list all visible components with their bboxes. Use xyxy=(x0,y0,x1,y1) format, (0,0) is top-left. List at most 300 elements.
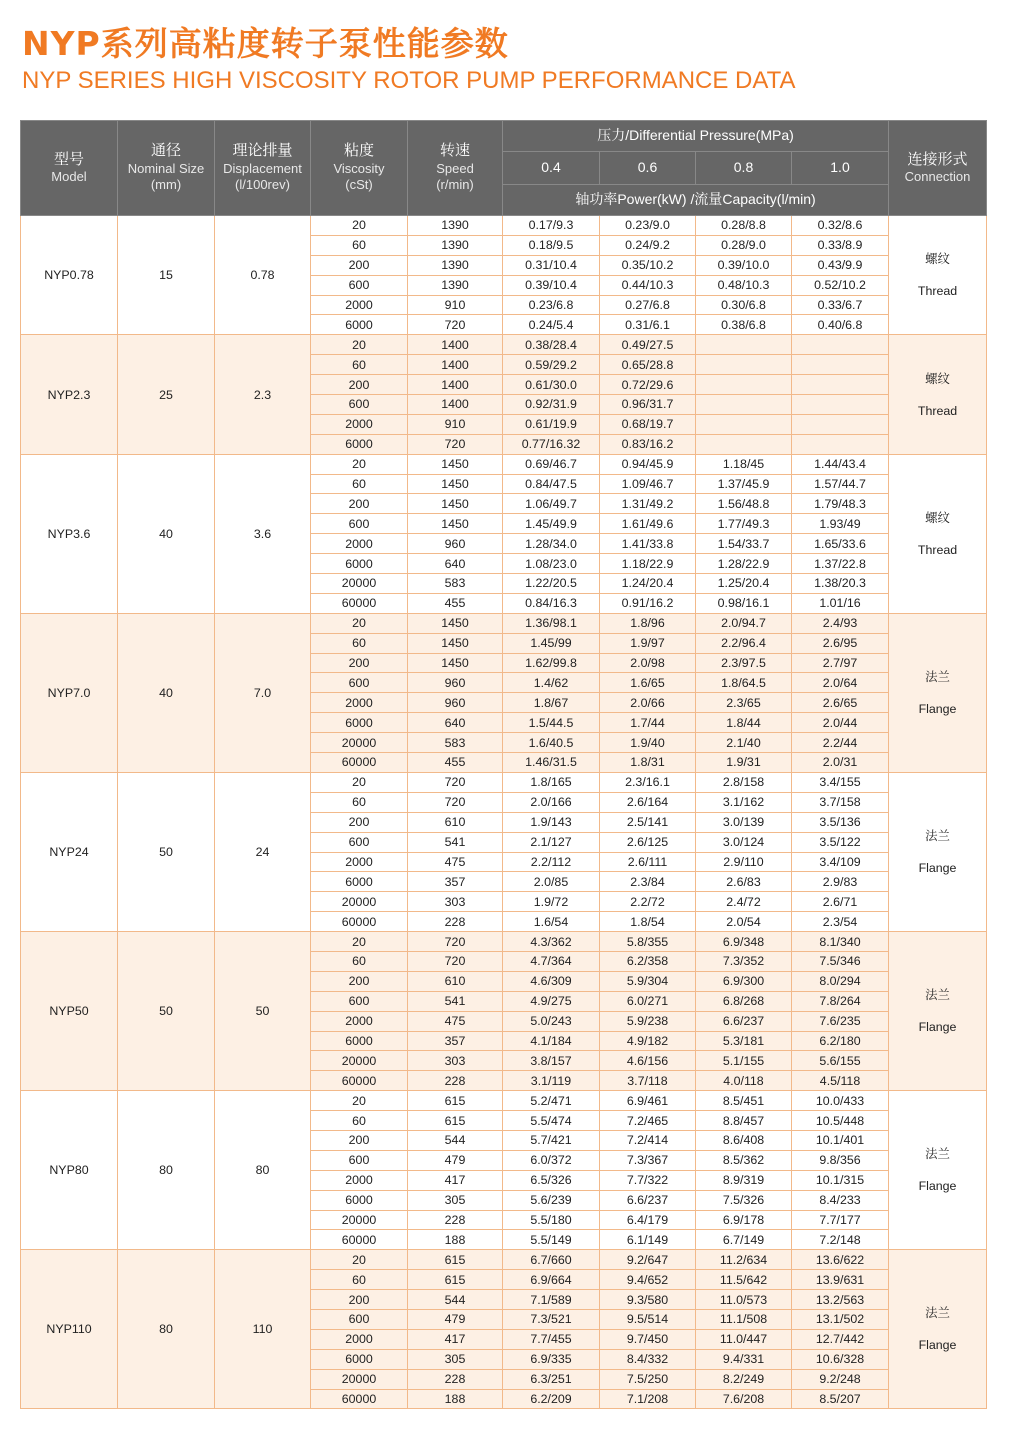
power-capacity-cell: 6.7/660 xyxy=(503,1250,600,1270)
nominal-size-cell: 80 xyxy=(118,1250,215,1409)
connection-cell xyxy=(889,772,987,931)
power-capacity-cell: 1.4/62 xyxy=(503,673,600,693)
power-capacity-cell: 3.4/155 xyxy=(792,772,889,792)
power-capacity-cell: 6.9/178 xyxy=(696,1210,792,1230)
power-capacity-cell: 2.0/94.7 xyxy=(696,613,792,633)
power-capacity-cell xyxy=(696,395,792,415)
connection-cell xyxy=(889,454,987,613)
speed-cell: 640 xyxy=(408,554,503,574)
power-capacity-cell: 1.28/22.9 xyxy=(696,554,792,574)
speed-cell: 455 xyxy=(408,753,503,773)
power-capacity-cell: 7.5/346 xyxy=(792,951,889,971)
speed-cell: 1390 xyxy=(408,255,503,275)
speed-cell: 303 xyxy=(408,1051,503,1071)
power-capacity-cell: 3.1/119 xyxy=(503,1071,600,1091)
power-capacity-cell: 2.0/85 xyxy=(503,872,600,892)
nominal-size-cell: 50 xyxy=(118,932,215,1091)
table-row xyxy=(21,932,987,952)
viscosity-cell: 600 xyxy=(311,395,408,415)
viscosity-cell: 600 xyxy=(311,1150,408,1170)
viscosity-cell: 200 xyxy=(311,375,408,395)
power-capacity-cell: 1.9/72 xyxy=(503,892,600,912)
power-capacity-cell: 1.44/43.4 xyxy=(792,454,889,474)
power-capacity-cell xyxy=(792,414,889,434)
power-capacity-cell: 5.9/238 xyxy=(600,1011,696,1031)
power-capacity-cell: 4.9/182 xyxy=(600,1031,696,1051)
power-capacity-cell: 0.39/10.0 xyxy=(696,255,792,275)
power-capacity-cell xyxy=(696,335,792,355)
power-capacity-cell: 2.2/44 xyxy=(792,733,889,753)
power-capacity-cell xyxy=(792,434,889,454)
power-capacity-cell: 0.30/6.8 xyxy=(696,295,792,315)
power-capacity-cell: 1.9/40 xyxy=(600,733,696,753)
power-capacity-cell: 0.18/9.5 xyxy=(503,235,600,255)
power-capacity-cell: 7.1/208 xyxy=(600,1389,696,1409)
power-capacity-cell: 1.31/49.2 xyxy=(600,494,696,514)
power-capacity-cell: 5.5/474 xyxy=(503,1111,600,1131)
power-capacity-cell: 3.0/124 xyxy=(696,832,792,852)
power-capacity-cell: 2.0/166 xyxy=(503,792,600,812)
speed-cell: 479 xyxy=(408,1150,503,1170)
speed-cell: 615 xyxy=(408,1270,503,1290)
viscosity-cell: 200 xyxy=(311,812,408,832)
speed-cell: 1390 xyxy=(408,216,503,236)
speed-cell: 1450 xyxy=(408,633,503,653)
connection-cn: 螺纹 xyxy=(925,371,950,386)
viscosity-cell: 6000 xyxy=(311,872,408,892)
speed-cell: 720 xyxy=(408,932,503,952)
power-capacity-cell: 3.1/162 xyxy=(696,792,792,812)
power-capacity-cell: 2.0/54 xyxy=(696,912,792,932)
power-capacity-cell: 1.8/54 xyxy=(600,912,696,932)
viscosity-cell: 20000 xyxy=(311,892,408,912)
speed-cell: 610 xyxy=(408,812,503,832)
model-cell: NYP80 xyxy=(21,1091,118,1250)
power-capacity-cell: 10.1/401 xyxy=(792,1130,889,1150)
power-capacity-cell: 5.5/180 xyxy=(503,1210,600,1230)
connection-cell xyxy=(889,335,987,454)
power-capacity-cell: 1.25/20.4 xyxy=(696,574,792,594)
connection-cn: 法兰 xyxy=(925,829,950,843)
speed-cell: 615 xyxy=(408,1091,503,1111)
speed-cell: 720 xyxy=(408,951,503,971)
power-capacity-cell: 2.6/71 xyxy=(792,892,889,912)
viscosity-cell: 20 xyxy=(311,216,408,236)
power-capacity-cell: 6.9/335 xyxy=(503,1349,600,1369)
model-cell: NYP110 xyxy=(21,1250,118,1409)
power-capacity-cell: 11.2/634 xyxy=(696,1250,792,1270)
header-speed: 转速 Speed (r/min) xyxy=(408,121,503,216)
power-capacity-cell: 1.54/33.7 xyxy=(696,534,792,554)
power-capacity-cell: 2.6/164 xyxy=(600,792,696,812)
speed-cell: 475 xyxy=(408,1011,503,1031)
power-capacity-cell: 3.5/136 xyxy=(792,812,889,832)
power-capacity-cell: 1.46/31.5 xyxy=(503,753,600,773)
model-cell: NYP2.3 xyxy=(21,335,118,454)
power-capacity-cell: 7.2/414 xyxy=(600,1130,696,1150)
power-capacity-cell: 6.9/664 xyxy=(503,1270,600,1290)
power-capacity-cell: 7.3/367 xyxy=(600,1150,696,1170)
connection-cn: 法兰 xyxy=(925,669,950,684)
speed-cell: 615 xyxy=(408,1111,503,1131)
power-capacity-cell: 0.94/45.9 xyxy=(600,454,696,474)
power-capacity-cell: 2.4/72 xyxy=(696,892,792,912)
power-capacity-cell: 0.83/16.2 xyxy=(600,434,696,454)
power-capacity-cell: 1.62/99.8 xyxy=(503,653,600,673)
speed-cell: 544 xyxy=(408,1290,503,1310)
power-capacity-cell: 1.24/20.4 xyxy=(600,574,696,594)
speed-cell: 1400 xyxy=(408,395,503,415)
power-capacity-cell: 1.09/46.7 xyxy=(600,474,696,494)
power-capacity-cell: 8.5/362 xyxy=(696,1150,792,1170)
viscosity-cell: 20000 xyxy=(311,733,408,753)
power-capacity-cell: 6.6/237 xyxy=(600,1190,696,1210)
viscosity-cell: 20000 xyxy=(311,1369,408,1389)
power-capacity-cell: 4.6/309 xyxy=(503,971,600,991)
speed-cell: 455 xyxy=(408,593,503,613)
connection-en: Thread xyxy=(917,284,958,299)
power-capacity-cell: 6.9/300 xyxy=(696,971,792,991)
viscosity-cell: 2000 xyxy=(311,1011,408,1031)
power-capacity-cell: 5.0/243 xyxy=(503,1011,600,1031)
power-capacity-cell: 11.0/573 xyxy=(696,1290,792,1310)
performance-table xyxy=(20,120,987,1409)
speed-cell: 228 xyxy=(408,912,503,932)
displacement-cell: 110 xyxy=(215,1250,311,1409)
connection-en: Flange xyxy=(918,1020,957,1035)
speed-cell: 910 xyxy=(408,295,503,315)
power-capacity-cell: 1.9/143 xyxy=(503,812,600,832)
power-capacity-cell: 4.5/118 xyxy=(792,1071,889,1091)
power-capacity-cell: 6.3/251 xyxy=(503,1369,600,1389)
viscosity-cell: 60000 xyxy=(311,593,408,613)
power-capacity-cell: 9.3/580 xyxy=(600,1290,696,1310)
power-capacity-cell: 4.3/362 xyxy=(503,932,600,952)
power-capacity-cell: 0.24/9.2 xyxy=(600,235,696,255)
speed-cell: 1400 xyxy=(408,355,503,375)
connection-cell xyxy=(889,1250,987,1409)
power-capacity-cell: 1.08/23.0 xyxy=(503,554,600,574)
power-capacity-cell: 0.33/6.7 xyxy=(792,295,889,315)
power-capacity-cell: 0.28/9.0 xyxy=(696,235,792,255)
speed-cell: 720 xyxy=(408,315,503,335)
power-capacity-cell: 0.91/16.2 xyxy=(600,593,696,613)
power-capacity-cell: 2.6/125 xyxy=(600,832,696,852)
header-pressure-value: 0.8 xyxy=(696,152,792,185)
power-capacity-cell: 0.59/29.2 xyxy=(503,355,600,375)
power-capacity-cell: 2.4/93 xyxy=(792,613,889,633)
model-cell: NYP7.0 xyxy=(21,613,118,772)
power-capacity-cell xyxy=(696,414,792,434)
power-capacity-cell: 0.17/9.3 xyxy=(503,216,600,236)
power-capacity-cell: 1.79/48.3 xyxy=(792,494,889,514)
power-capacity-cell: 1.93/49 xyxy=(792,514,889,534)
power-capacity-cell: 4.1/184 xyxy=(503,1031,600,1051)
power-capacity-cell: 7.7/455 xyxy=(503,1329,600,1349)
viscosity-cell: 2000 xyxy=(311,295,408,315)
power-capacity-cell: 0.40/6.8 xyxy=(792,315,889,335)
speed-cell: 228 xyxy=(408,1210,503,1230)
power-capacity-cell: 6.9/461 xyxy=(600,1091,696,1111)
power-capacity-cell: 2.3/54 xyxy=(792,912,889,932)
connection-cn: 法兰 xyxy=(925,1306,950,1321)
power-capacity-cell: 8.8/457 xyxy=(696,1111,792,1131)
power-capacity-cell: 4.9/275 xyxy=(503,991,600,1011)
connection-en: Flange xyxy=(918,1179,957,1194)
power-capacity-cell: 10.1/315 xyxy=(792,1170,889,1190)
power-capacity-cell: 7.2/465 xyxy=(600,1111,696,1131)
power-capacity-cell xyxy=(792,395,889,415)
viscosity-cell: 2000 xyxy=(311,414,408,434)
power-capacity-cell: 5.6/239 xyxy=(503,1190,600,1210)
power-capacity-cell: 6.4/179 xyxy=(600,1210,696,1230)
viscosity-cell: 2000 xyxy=(311,1170,408,1190)
power-capacity-cell: 0.92/31.9 xyxy=(503,395,600,415)
power-capacity-cell: 0.32/8.6 xyxy=(792,216,889,236)
viscosity-cell: 60 xyxy=(311,355,408,375)
power-capacity-cell: 11.5/642 xyxy=(696,1270,792,1290)
power-capacity-cell: 2.3/16.1 xyxy=(600,772,696,792)
power-capacity-cell: 11.0/447 xyxy=(696,1329,792,1349)
power-capacity-cell: 0.39/10.4 xyxy=(503,275,600,295)
power-capacity-cell: 2.6/65 xyxy=(792,693,889,713)
power-capacity-cell: 9.4/652 xyxy=(600,1270,696,1290)
power-capacity-cell: 5.2/471 xyxy=(503,1091,600,1111)
power-capacity-cell: 7.3/521 xyxy=(503,1309,600,1329)
power-capacity-cell: 1.77/49.3 xyxy=(696,514,792,534)
header-model: 型号 Model xyxy=(21,121,118,216)
connection-en: Thread xyxy=(917,403,958,418)
speed-cell: 305 xyxy=(408,1190,503,1210)
model-cell: NYP50 xyxy=(21,932,118,1091)
speed-cell: 475 xyxy=(408,852,503,872)
connection-cn: 法兰 xyxy=(925,1147,950,1162)
power-capacity-cell: 2.8/158 xyxy=(696,772,792,792)
power-capacity-cell: 5.3/181 xyxy=(696,1031,792,1051)
power-capacity-cell: 5.1/155 xyxy=(696,1051,792,1071)
speed-cell: 615 xyxy=(408,1250,503,1270)
viscosity-cell: 6000 xyxy=(311,713,408,733)
power-capacity-cell xyxy=(792,335,889,355)
power-capacity-cell: 5.6/155 xyxy=(792,1051,889,1071)
power-capacity-cell: 8.9/319 xyxy=(696,1170,792,1190)
power-capacity-cell: 1.36/98.1 xyxy=(503,613,600,633)
speed-cell: 583 xyxy=(408,733,503,753)
power-capacity-cell: 2.3/65 xyxy=(696,693,792,713)
viscosity-cell: 600 xyxy=(311,673,408,693)
speed-cell: 541 xyxy=(408,832,503,852)
power-capacity-cell: 6.8/268 xyxy=(696,991,792,1011)
header-pressure-value: 1.0 xyxy=(792,152,889,185)
power-capacity-cell: 7.5/326 xyxy=(696,1190,792,1210)
table-row xyxy=(21,216,987,236)
speed-cell: 544 xyxy=(408,1130,503,1150)
viscosity-cell: 2000 xyxy=(311,693,408,713)
power-capacity-cell: 2.2/96.4 xyxy=(696,633,792,653)
viscosity-cell: 60000 xyxy=(311,1389,408,1409)
speed-cell: 1450 xyxy=(408,454,503,474)
viscosity-cell: 6000 xyxy=(311,315,408,335)
power-capacity-cell: 0.38/6.8 xyxy=(696,315,792,335)
power-capacity-cell: 0.84/47.5 xyxy=(503,474,600,494)
speed-cell: 720 xyxy=(408,772,503,792)
power-capacity-cell: 1.28/34.0 xyxy=(503,534,600,554)
power-capacity-cell: 1.65/33.6 xyxy=(792,534,889,554)
viscosity-cell: 60 xyxy=(311,792,408,812)
speed-cell: 583 xyxy=(408,574,503,594)
table-body xyxy=(21,216,987,1409)
power-capacity-cell: 1.06/49.7 xyxy=(503,494,600,514)
power-capacity-cell: 2.1/127 xyxy=(503,832,600,852)
power-capacity-cell: 1.41/33.8 xyxy=(600,534,696,554)
speed-cell: 479 xyxy=(408,1309,503,1329)
power-capacity-cell: 0.31/6.1 xyxy=(600,315,696,335)
power-capacity-cell: 1.37/45.9 xyxy=(696,474,792,494)
power-capacity-cell: 7.3/352 xyxy=(696,951,792,971)
viscosity-cell: 600 xyxy=(311,991,408,1011)
table-row xyxy=(21,613,987,633)
viscosity-cell: 6000 xyxy=(311,434,408,454)
power-capacity-cell: 5.9/304 xyxy=(600,971,696,991)
power-capacity-cell xyxy=(792,375,889,395)
header-power-capacity: 轴功率Power(kW) /流量Capacity(l/min) xyxy=(503,185,889,216)
power-capacity-cell: 0.44/10.3 xyxy=(600,275,696,295)
speed-cell: 417 xyxy=(408,1170,503,1190)
power-capacity-cell: 1.37/22.8 xyxy=(792,554,889,574)
speed-cell: 1400 xyxy=(408,335,503,355)
power-capacity-cell: 3.7/158 xyxy=(792,792,889,812)
power-capacity-cell: 2.3/84 xyxy=(600,872,696,892)
power-capacity-cell: 2.6/111 xyxy=(600,852,696,872)
power-capacity-cell: 0.65/28.8 xyxy=(600,355,696,375)
power-capacity-cell: 1.8/31 xyxy=(600,753,696,773)
power-capacity-cell: 7.6/208 xyxy=(696,1389,792,1409)
power-capacity-cell: 0.38/28.4 xyxy=(503,335,600,355)
viscosity-cell: 20 xyxy=(311,613,408,633)
model-cell: NYP0.78 xyxy=(21,216,118,335)
power-capacity-cell: 5.7/421 xyxy=(503,1130,600,1150)
power-capacity-cell: 5.5/149 xyxy=(503,1230,600,1250)
nominal-size-cell: 40 xyxy=(118,613,215,772)
power-capacity-cell: 1.45/49.9 xyxy=(503,514,600,534)
connection-en: Flange xyxy=(918,701,957,716)
power-capacity-cell: 13.6/622 xyxy=(792,1250,889,1270)
power-capacity-cell: 6.0/271 xyxy=(600,991,696,1011)
power-capacity-cell: 0.96/31.7 xyxy=(600,395,696,415)
speed-cell: 305 xyxy=(408,1349,503,1369)
speed-cell: 357 xyxy=(408,1031,503,1051)
table-row xyxy=(21,335,987,355)
power-capacity-cell: 7.6/235 xyxy=(792,1011,889,1031)
power-capacity-cell: 9.8/356 xyxy=(792,1150,889,1170)
speed-cell: 417 xyxy=(408,1329,503,1349)
power-capacity-cell: 3.0/139 xyxy=(696,812,792,832)
connection-en: Thread xyxy=(917,542,958,557)
power-capacity-cell: 0.23/6.8 xyxy=(503,295,600,315)
header-pressure: 压力/Differential Pressure(MPa) xyxy=(503,121,889,152)
viscosity-cell: 600 xyxy=(311,275,408,295)
viscosity-cell: 20000 xyxy=(311,1210,408,1230)
viscosity-cell: 60000 xyxy=(311,1071,408,1091)
connection-cell xyxy=(889,932,987,1091)
power-capacity-cell xyxy=(792,355,889,375)
model-cell: NYP24 xyxy=(21,772,118,931)
power-capacity-cell: 1.9/97 xyxy=(600,633,696,653)
power-capacity-cell: 9.4/331 xyxy=(696,1349,792,1369)
power-capacity-cell: 10.5/448 xyxy=(792,1111,889,1131)
power-capacity-cell: 3.4/109 xyxy=(792,852,889,872)
header-viscosity: 粘度 Viscosity (cSt) xyxy=(311,121,408,216)
viscosity-cell: 600 xyxy=(311,832,408,852)
speed-cell: 1400 xyxy=(408,375,503,395)
speed-cell: 610 xyxy=(408,971,503,991)
power-capacity-cell: 11.1/508 xyxy=(696,1309,792,1329)
power-capacity-cell: 5.8/355 xyxy=(600,932,696,952)
displacement-cell: 80 xyxy=(215,1091,311,1250)
power-capacity-cell: 6.7/149 xyxy=(696,1230,792,1250)
viscosity-cell: 20000 xyxy=(311,574,408,594)
connection-cell xyxy=(889,1091,987,1250)
power-capacity-cell: 6.9/348 xyxy=(696,932,792,952)
power-capacity-cell: 0.98/16.1 xyxy=(696,593,792,613)
viscosity-cell: 200 xyxy=(311,255,408,275)
power-capacity-cell: 13.2/563 xyxy=(792,1290,889,1310)
connection-cell xyxy=(889,613,987,772)
speed-cell: 228 xyxy=(408,1071,503,1091)
power-capacity-cell: 4.0/118 xyxy=(696,1071,792,1091)
power-capacity-cell: 8.5/451 xyxy=(696,1091,792,1111)
nominal-size-cell: 50 xyxy=(118,772,215,931)
viscosity-cell: 20 xyxy=(311,454,408,474)
power-capacity-cell: 0.27/6.8 xyxy=(600,295,696,315)
power-capacity-cell: 2.5/141 xyxy=(600,812,696,832)
power-capacity-cell: 8.4/233 xyxy=(792,1190,889,1210)
speed-cell: 1450 xyxy=(408,514,503,534)
speed-cell: 910 xyxy=(408,414,503,434)
power-capacity-cell: 6.5/326 xyxy=(503,1170,600,1190)
viscosity-cell: 600 xyxy=(311,1309,408,1329)
viscosity-cell: 200 xyxy=(311,494,408,514)
table-row xyxy=(21,454,987,474)
power-capacity-cell: 2.2/72 xyxy=(600,892,696,912)
viscosity-cell: 60 xyxy=(311,235,408,255)
power-capacity-cell: 0.35/10.2 xyxy=(600,255,696,275)
viscosity-cell: 60 xyxy=(311,951,408,971)
power-capacity-cell: 9.2/647 xyxy=(600,1250,696,1270)
speed-cell: 357 xyxy=(408,872,503,892)
power-capacity-cell: 2.0/98 xyxy=(600,653,696,673)
viscosity-cell: 60 xyxy=(311,1270,408,1290)
power-capacity-cell: 6.2/358 xyxy=(600,951,696,971)
power-capacity-cell: 0.48/10.3 xyxy=(696,275,792,295)
power-capacity-cell: 1.01/16 xyxy=(792,593,889,613)
viscosity-cell: 2000 xyxy=(311,1329,408,1349)
connection-cell xyxy=(889,216,987,335)
power-capacity-cell: 1.56/48.8 xyxy=(696,494,792,514)
power-capacity-cell: 0.61/19.9 xyxy=(503,414,600,434)
power-capacity-cell: 7.7/322 xyxy=(600,1170,696,1190)
power-capacity-cell: 1.61/49.6 xyxy=(600,514,696,534)
power-capacity-cell: 1.9/31 xyxy=(696,753,792,773)
displacement-cell: 24 xyxy=(215,772,311,931)
viscosity-cell: 20 xyxy=(311,932,408,952)
power-capacity-cell: 8.0/294 xyxy=(792,971,889,991)
power-capacity-cell: 1.22/20.5 xyxy=(503,574,600,594)
power-capacity-cell: 2.0/66 xyxy=(600,693,696,713)
power-capacity-cell: 0.52/10.2 xyxy=(792,275,889,295)
viscosity-cell: 600 xyxy=(311,514,408,534)
power-capacity-cell: 2.9/83 xyxy=(792,872,889,892)
